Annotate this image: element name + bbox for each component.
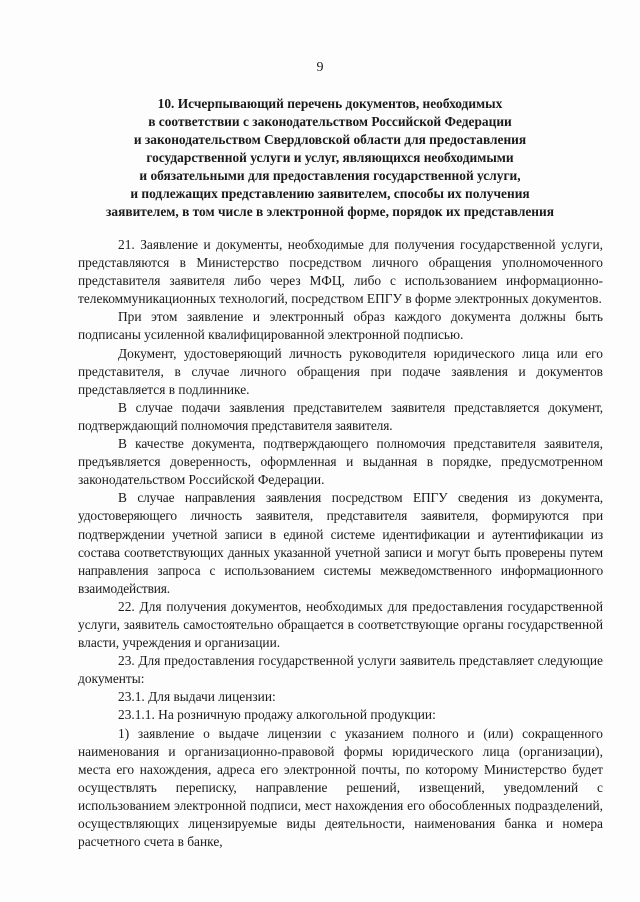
paragraph-epgu: В случае направления заявления посредством ЕПГУ сведения из документа, удостоверяющего личность заявителя, представителя заявителя, формируются при подтверждении учетной записи в единой системе идентификации и аутентификации из состава соответствующих данных указанной учетной записи и могут быть проверены путем направления запроса с использованием системы межведомственного информационного взаимодействия.: [78, 490, 603, 596]
heading-line: в соответствии с законодательством Российской Федерации: [148, 114, 512, 129]
paragraph-signature: При этом заявление и электронный образ каждого документа должны быть подписаны усиленной квалифицированной электронной подписью.: [78, 309, 603, 343]
document-body: [78, 236, 603, 851]
heading-line: и подлежащих представлению заявителем, способы их получения: [130, 186, 530, 201]
heading-line: 10. Исчерпывающий перечень документов, необходимых: [157, 96, 503, 111]
paragraph-23-1: 23.1. Для выдачи лицензии:: [118, 689, 276, 705]
paragraph-item-1: 1) заявление о выдаче лицензии с указанием полного и (или) сокращенного наименования и организационно-правовой формы юридического лица (организации), места его нахождения, адреса его электронной почты, по которому Министерство будет осуществлять переписку, направление решений, извещений, уведомлений с использованием электронной подписи, мест нахождения его обособленных подразделений, осуществляющих лицензируемые виды деятельности, наименования банка и номера расчетного счета в банке,: [78, 725, 603, 850]
paragraph-representative: В случае подачи заявления представителем заявителя представляется документ, подтверждающий полномочия представителя заявителя.: [78, 399, 603, 433]
heading-line: и законодательством Свердловской области для предоставления: [133, 132, 527, 147]
heading-line: и обязательными для предоставления государственной услуги,: [139, 168, 521, 183]
paragraph-23-1-1: 23.1.1. На розничную продажу алкогольной продукции:: [118, 707, 436, 723]
heading-line: заявителем, в том числе в электронной форме, порядок их представления: [106, 204, 554, 219]
paragraph-identity-document: Документ, удостоверяющий личность руководителя юридического лица или его представителя, в случае личного обращения при подаче заявления и документов представляется в подлиннике.: [78, 345, 603, 397]
paragraph-23: 23. Для предоставления государственной услуги заявитель представляет следующие документы:: [78, 653, 603, 687]
page-number: 9: [316, 60, 324, 75]
heading-line: государственной услуги и услуг, являющихся необходимыми: [146, 150, 514, 165]
section-heading: [60, 95, 600, 221]
paragraph-21: 21. Заявление и документы, необходимые для получения государственной услуги, представляются в Министерство посредством личного обращения уполномоченного представителя заявителя либо через МФЦ, либо с использованием информационно-телекоммуникационных технологий, посредством ЕПГУ в форме электронных документов.: [78, 237, 603, 307]
paragraph-22: 22. Для получения документов, необходимых для предоставления государственной услуги, заявитель самостоятельно обращается в соответствующие органы государственной власти, учреждения и организации.: [78, 598, 603, 651]
paragraph-power-of-attorney: В качестве документа, подтверждающего полномочия представителя заявителя, предъявляется доверенность, оформленная и выданная в порядке, предусмотренном законодательством Российской Федерации.: [78, 436, 603, 488]
